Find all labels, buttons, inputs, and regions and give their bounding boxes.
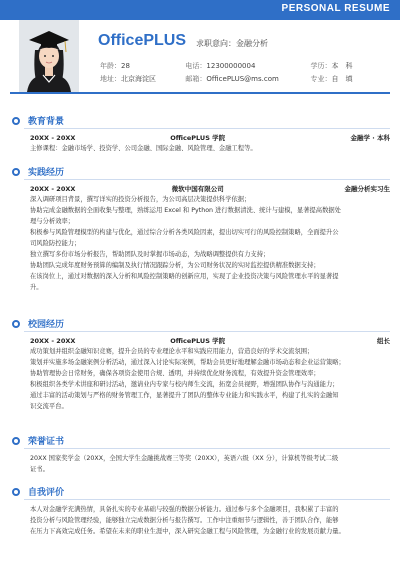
entry-org: OfficePLUS 学院 <box>170 337 226 345</box>
major-label: 专业： <box>310 75 332 83</box>
section-header <box>10 316 390 332</box>
section-title: 教育背景 <box>28 117 65 127</box>
entry-header <box>10 336 390 346</box>
header-banner <box>0 0 400 20</box>
entry-date: 20XX - 20XX <box>30 134 76 142</box>
body-line: 识交流平台。 <box>30 403 68 410</box>
email-label: 邮箱： <box>185 75 207 83</box>
address-label: 地址： <box>100 75 121 83</box>
section-bullet-icon <box>12 168 20 176</box>
body-line: 投资分析与风险管理经验，能够独立完成数据分析与报告撰写。工作中注重细节与逻辑性，善于团队合作，能够 <box>30 517 339 524</box>
entry-body <box>10 453 390 475</box>
degree-value: 本 科 <box>331 62 353 70</box>
section-title: 实践经历 <box>28 168 65 178</box>
section-header <box>10 113 390 129</box>
entry-date: 20XX - 20XX <box>30 185 76 193</box>
entry-body <box>10 194 390 293</box>
body-line: 积极参与风险管理模型的构建与优化，通过综合分析各类风险因素，提出切实可行的风险控制策略，全面提升公 <box>30 229 339 236</box>
body-line: 深入调研项目背景，撰写详实的投资分析报告，为公司高层决策提供科学依据； <box>30 196 251 203</box>
practice-section <box>10 164 390 293</box>
candidate-name: OfficePLUS <box>98 32 187 49</box>
body-line: 证书。 <box>30 466 49 473</box>
phone-value: 12300000004 <box>206 62 256 70</box>
campus-section <box>10 316 390 412</box>
personal-info <box>100 60 390 86</box>
body-line: 策划并实施多场金融案例分析活动，通过深入讨论实际案例，帮助会员更好地理解金融市场动态和企业运营策略； <box>30 359 345 366</box>
body-line: 在该岗位上，通过对数据的深入分析和风险控制策略的创新应用，实现了企业投资决策与风险管理水平的显著提 <box>30 273 339 280</box>
section-bullet-icon <box>12 488 20 496</box>
entry-header <box>10 184 390 194</box>
entry-body <box>10 504 390 537</box>
address-value: 北京海淀区 <box>121 75 156 83</box>
job-intent: 求职意向：金融分析 <box>196 39 268 48</box>
entry-role: 金融分析实习生 <box>344 185 390 193</box>
section-title: 荣誉证书 <box>28 437 65 447</box>
honors-section <box>10 433 390 475</box>
entry-org: 微软中国有限公司 <box>171 185 224 193</box>
section-header <box>10 484 390 500</box>
section-header <box>10 164 390 180</box>
age-value: 28 <box>121 62 130 70</box>
phone-label: 电话： <box>185 62 207 70</box>
body-line: 升。 <box>30 284 43 291</box>
info-row <box>100 60 390 73</box>
section-title: 校园经历 <box>28 320 65 330</box>
section-bullet-icon <box>12 437 20 445</box>
body-line: 协助完成金融数据的全面收集与整理，熟练运用 Excel 和 Python 进行数据清洗、统计与建模，显著提高数据处 <box>30 207 341 214</box>
body-line: 主修课程：金融市场学、投资学、公司金融、国际金融、风险管理、金融工程等。 <box>30 145 257 152</box>
section-bullet-icon <box>12 320 20 328</box>
entry-body <box>10 346 390 412</box>
entry-role: 组长 <box>377 337 390 345</box>
body-line: 20XX 国家奖学金（20XX，全国大学生金融挑战赛三等奖（20XX），英语六级（XX 分），计算机等级考试二级 <box>30 455 339 462</box>
section-underline <box>24 331 390 332</box>
banner-title: PERSONAL RESUME <box>281 3 390 14</box>
section-underline <box>24 179 390 180</box>
info-row <box>100 73 390 86</box>
entry-date: 20XX - 20XX <box>30 337 76 345</box>
profile-photo <box>19 20 79 92</box>
body-line: 协助管理协会日常财务，确保各项资金使用合规、透明，并持续优化财务流程，有效提升资金管理效率； <box>30 370 320 377</box>
degree-label: 学历： <box>310 62 332 70</box>
entry-org: OfficePLUS 学院 <box>170 134 226 142</box>
entry-body <box>10 143 390 154</box>
section-title: 自我评价 <box>28 488 65 498</box>
entry-role: 金融学 · 本科 <box>350 134 390 142</box>
email-value: OfficePLUS@ms.com <box>206 75 279 83</box>
body-line: 司风险防控能力； <box>30 240 81 247</box>
body-line: 通过丰富的活动策划与严格的财务管理工作，显著提升了团队的整体专业能力和实践水平，构建了扎实的金融知 <box>30 392 339 399</box>
section-bullet-icon <box>12 117 20 125</box>
body-line: 成功策划并组织金融知识竞赛，提升会员的专业理论水平和实践应用能力，营造良好的学术交流氛围； <box>30 348 314 355</box>
body-line: 本人对金融学充满热情，具备扎实的专业基础与较强的数据分析能力。通过参与多个金融项目，我积累了丰富的 <box>30 506 339 513</box>
age-label: 年龄： <box>100 62 121 70</box>
body-line: 在压力下高效完成任务。希望在未来的职业生涯中，深入研究金融工程与风险管理，为金融行业的发展贡献力量。 <box>30 528 345 535</box>
major-value: 自 填 <box>331 75 353 83</box>
section-underline <box>24 128 390 129</box>
body-line: 独立撰写多份市场分析报告，帮助团队及时掌握市场动态，为战略调整提供有力支持； <box>30 251 270 258</box>
body-line: 理与分析效率； <box>30 218 75 225</box>
header-divider <box>10 92 390 94</box>
section-underline <box>24 499 390 500</box>
section-header <box>10 433 390 449</box>
body-line: 积极组织各类学术讲座和研讨活动，邀请业内专家与校内师生交流，拓宽会员视野，增强团队协作与沟通能力； <box>30 381 339 388</box>
body-line: 协助团队完成年度财务预算的编制及执行情况跟踪分析，为公司财务状况的实时监控提供精准数据支持； <box>30 262 320 269</box>
education-section <box>10 113 390 154</box>
section-underline <box>24 448 390 449</box>
self-evaluation-section <box>10 484 390 537</box>
entry-header <box>10 133 390 143</box>
